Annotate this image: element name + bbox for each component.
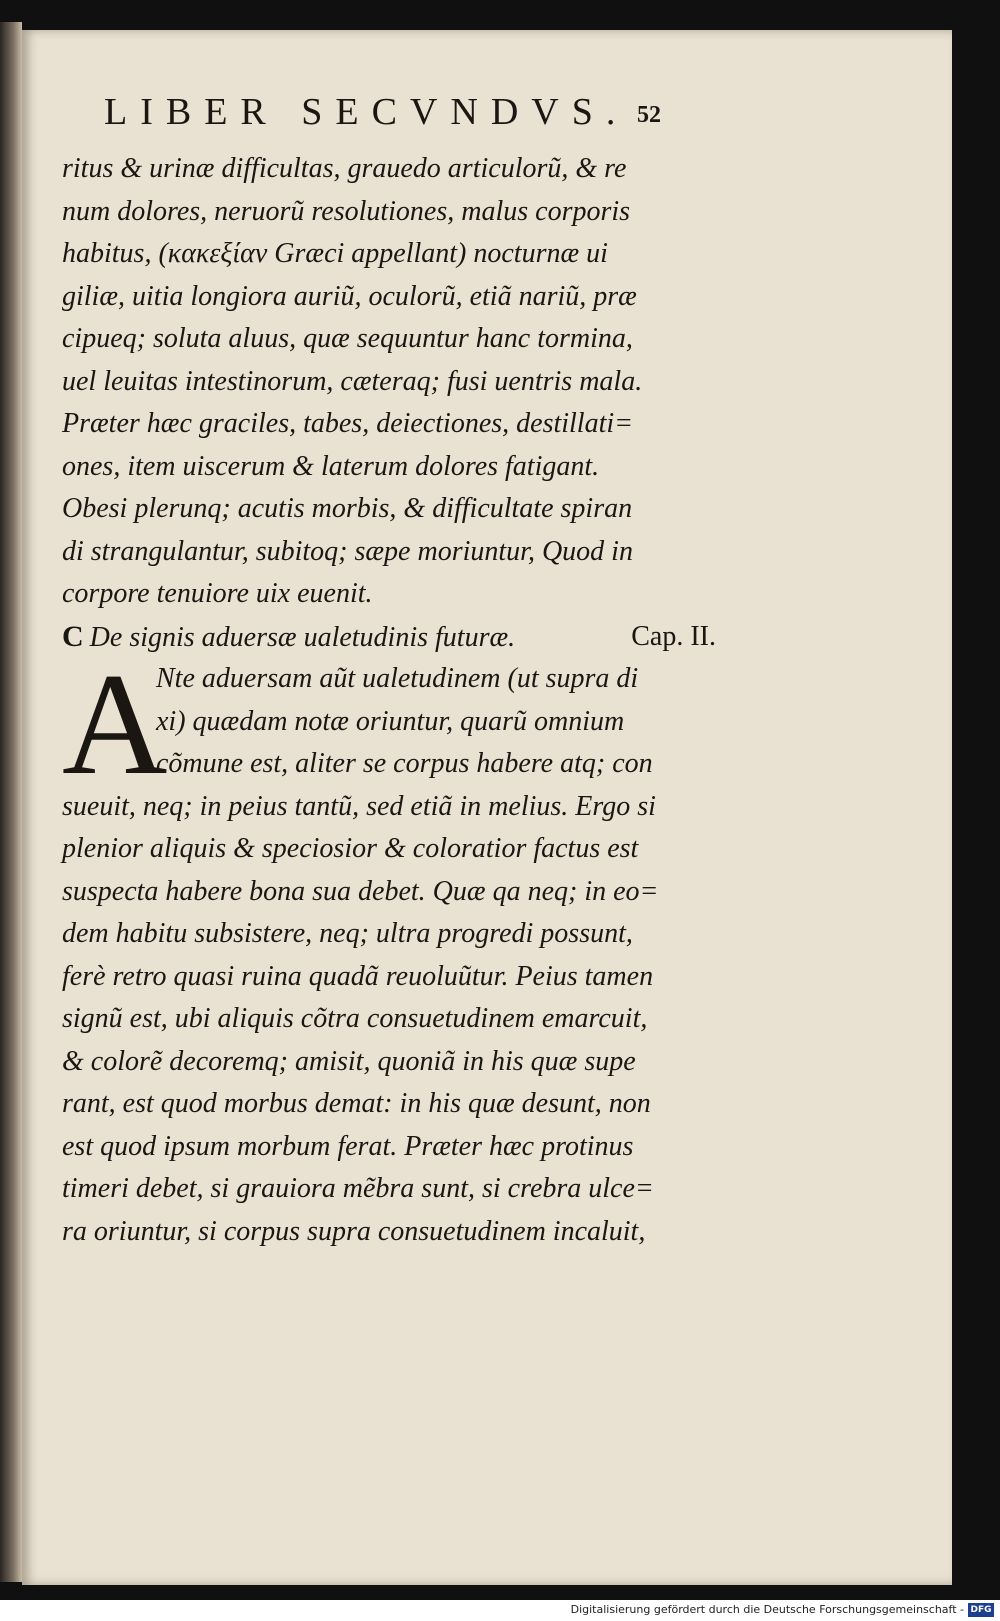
- text-line: uel leuitas intestinorum, cæteraq; fusi uentris mala.: [62, 365, 643, 397]
- funding-credit: Digitalisierung gefördert durch die Deutsche Forschungsgemeinschaft -: [570, 1603, 964, 1616]
- text-line: giliæ, uitia longiora auriũ, oculorũ, etiã nariũ, præ: [62, 280, 637, 312]
- text-line: timeri debet, si grauiora mẽbra sunt, si crebra ulce=: [62, 1173, 654, 1204]
- text-line: num dolores, neruorũ resolutiones, malus corporis: [62, 195, 631, 227]
- text-line: di strangulantur, subitoq; sæpe moriuntur, Quod in: [62, 535, 633, 567]
- drop-cap: A: [62, 643, 168, 805]
- text-line: plenior aliquis & speciosior & coloratior factus est: [62, 833, 639, 864]
- text-line: ritus & urinæ difficultas, grauedo articulorũ, & re: [62, 153, 627, 184]
- text-line: cõmune est, aliter se corpus habere atq; con: [156, 748, 653, 779]
- drop-cap-section: [62, 643, 722, 805]
- text-line: signũ est, ubi aliquis cõtra consuetudinem emarcuit,: [62, 1003, 648, 1034]
- text-line: Nte aduersam aũt ualetudinem (ut supra di: [156, 663, 639, 694]
- text-line: est quod ipsum morbum ferat. Præter hæc protinus: [62, 1130, 634, 1162]
- text-line: sueuit, neq; in peius tantũ, sed etiã in melius. Ergo si: [62, 790, 656, 822]
- text-line: habitus, (κακεξίαν Græci appellant) nocturnæ ui: [62, 238, 608, 269]
- text-line: suspecta habere bona sua debet. Quæ qa neq; in eo=: [62, 875, 659, 907]
- text-line: Obesi plerunq; acutis morbis, & difficultate spiran: [62, 493, 633, 524]
- folio-number: 52: [637, 102, 661, 128]
- running-head: LIBER SECVNDVS.: [104, 91, 629, 133]
- text-line: xi) quædam notæ oriuntur, quarũ omnium: [156, 705, 625, 737]
- footer-bar: [0, 1600, 1000, 1621]
- text-line: rant, est quod morbus demat: in his quæ desunt, non: [62, 1088, 651, 1119]
- text-line: & colorẽ decoremq; amisit, quoniã in his quæ supe: [62, 1045, 636, 1077]
- chapter-title: De signis aduersæ ualetudinis futuræ.: [89, 621, 516, 653]
- text-line: ones, item uiscerum & laterum dolores fatigant.: [62, 450, 600, 482]
- dfg-logo: DFG: [968, 1603, 994, 1617]
- text-line: ra oriuntur, si corpus supra consuetudinem incaluit,: [62, 1215, 646, 1247]
- text-line: Præter hæc graciles, tabes, deiectiones, destillati=: [62, 408, 634, 439]
- text-line: ferè retro quasi ruina quadã reuoluũtur. Peius tamen: [62, 960, 654, 992]
- pilcrow-mark: C: [62, 619, 84, 653]
- text-line: dem habitu subsistere, neq; ultra progredi possunt,: [62, 918, 633, 949]
- text-line: corpore tenuiore uix euenit.: [62, 578, 373, 609]
- book-page: [22, 30, 952, 1585]
- book-gutter: [0, 22, 22, 1582]
- text-line: cipueq; soluta aluus, quæ sequuntur hanc tormina,: [62, 323, 633, 354]
- chapter-label: Cap. II.: [631, 620, 716, 652]
- text-block: [62, 148, 722, 1253]
